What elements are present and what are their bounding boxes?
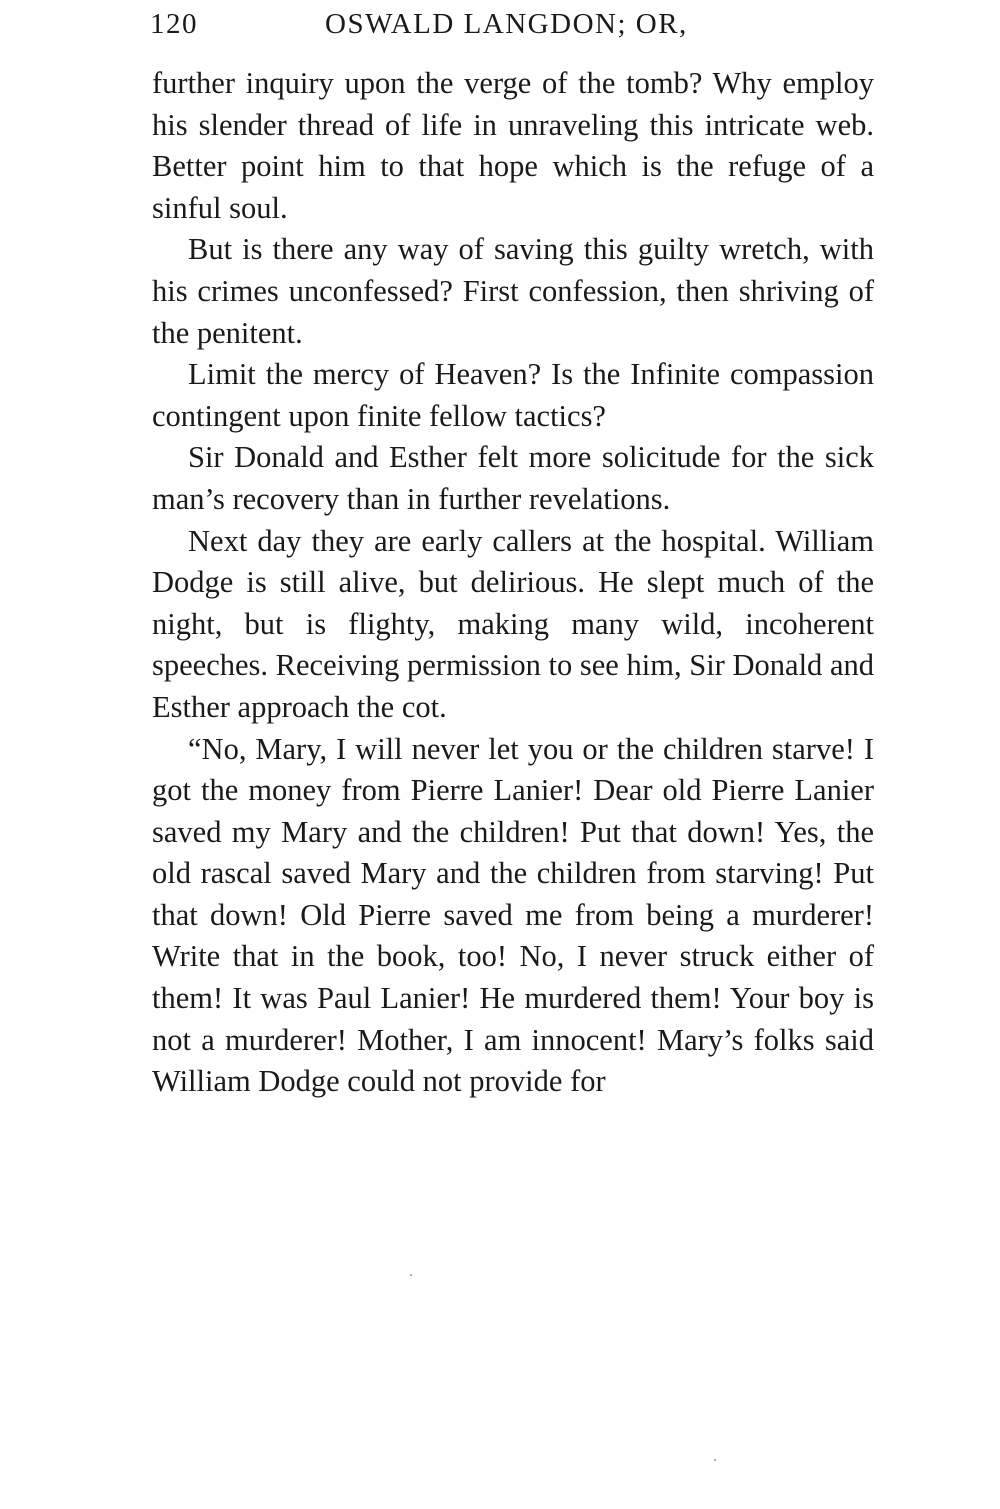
paragraph: Next day they are early callers at the hospital. William Dodge is still alive, but delirious. He slept much of the night, but is flighty, making many wild, incoherent speeches. Receiving permission to see him, Sir Donald and Esther approach the cot. [152,523,874,724]
paragraph: But is there any way of saving this guilty wretch, with his crimes unconfessed? First confession, then shriving of the penitent. [152,232,874,350]
paragraph: Limit the mercy of Heaven? Is the Infinite compassion contingent upon finite fellow tactics? [152,357,874,433]
running-title: OSWALD LANGDON; OR, [325,8,688,40]
body-text [152,63,874,1103]
paragraph-continued: further inquiry upon the verge of the tomb? Why employ his slender thread of life in unraveling this intricate web. Better point him to that hope which is the refuge of a sinful soul. [152,66,874,225]
paper-speck [410,1274,412,1276]
paper-speck [714,1459,716,1461]
page-number: 120 [150,8,198,40]
paragraph: Sir Donald and Esther felt more solicitude for the sick man’s recovery than in further revelations. [152,440,874,516]
paragraph-dialogue: “No, Mary, I will never let you or the children starve! I got the money from Pierre Lanier! Dear old Pierre Lanier saved my Mary and the children! Put that down! Yes, the old rascal saved Mary and the children from starving! Put that down! Old Pierre saved me from being a murderer! Write that in the book, too! No, I never struck either of them! It was Paul Lanier! He murdered them! Your boy is not a murderer! Mother, I am innocent! Mary’s folks said William Dodge could not provide for [152,731,874,1099]
running-head [150,8,870,48]
